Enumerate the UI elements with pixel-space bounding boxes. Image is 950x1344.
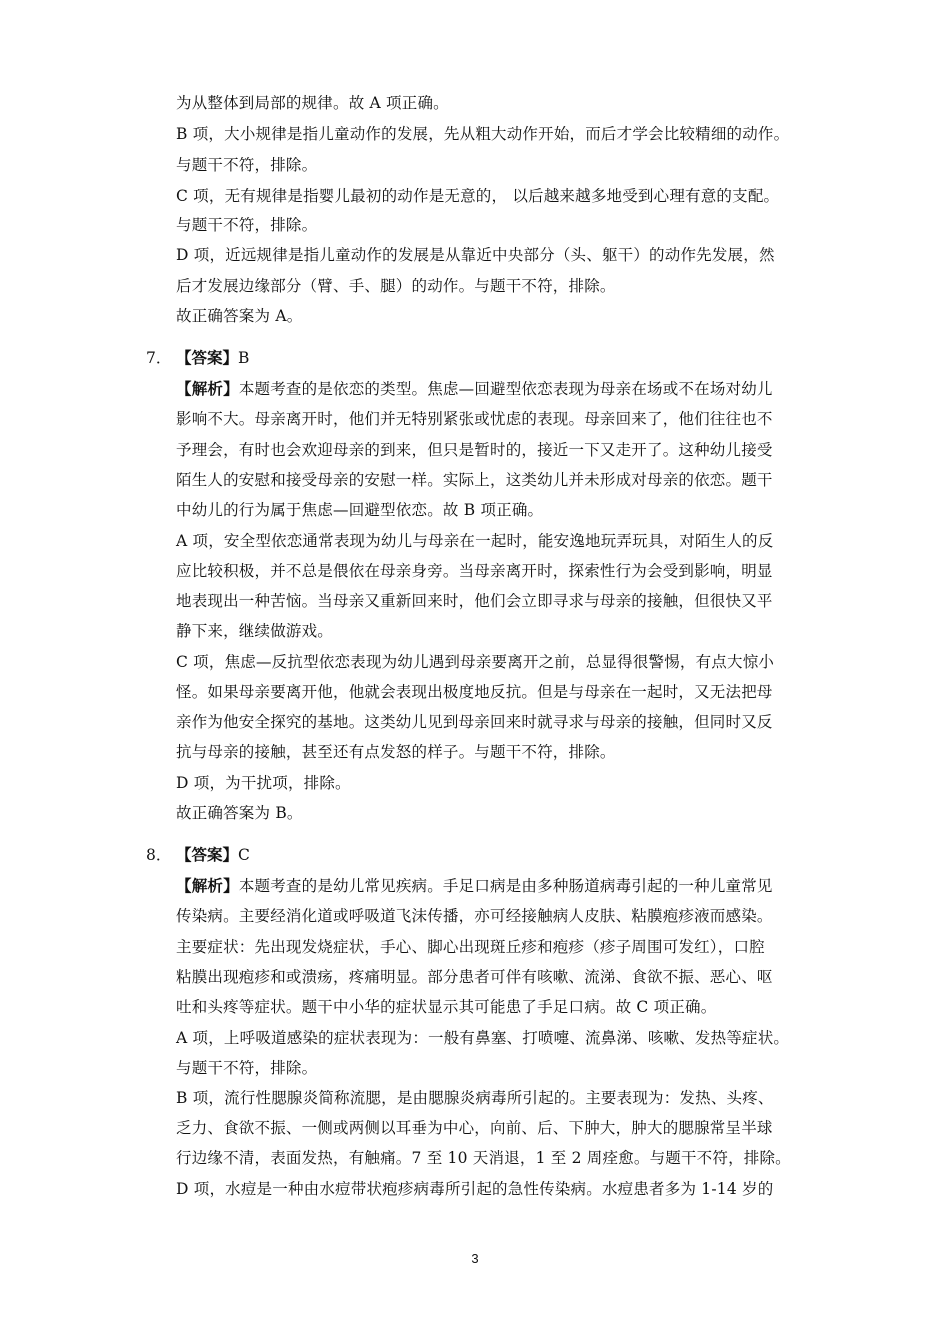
question-number: 7． — [146, 349, 172, 367]
text-line: 亲作为他安全探究的基地。这类幼儿见到母亲回来时就寻求与母亲的接触，但同时又反 — [176, 713, 773, 731]
answer-value: B — [238, 349, 250, 367]
text-line: 予理会，有时也会欢迎母亲的到来，但只是暂时的，接近一下又走开了。这种幼儿接受 — [176, 441, 773, 459]
text-line: 粘膜出现疱疹和或溃疡，疼痛明显。部分患者可伴有咳嗽、流涕、食欲不振、恶心、呕 — [176, 968, 773, 986]
text-line: D 项，水痘是一种由水痘带状疱疹病毒所引起的急性传染病。水痘患者多为 1-14 岁的 — [176, 1180, 774, 1198]
analysis-line — [176, 379, 816, 399]
answer-label: 【答案】 — [176, 348, 239, 367]
analysis-line — [176, 876, 816, 896]
text-line: 主要症状：先出现发烧症状，手心、脚心出现斑丘疹和疱疹（疹子周围可发红），口腔 — [176, 938, 765, 956]
answer-label: 【答案】 — [176, 845, 239, 864]
text-line: 与题干不符，排除。 — [176, 1059, 318, 1077]
answer-line — [176, 348, 249, 368]
text-line: 中幼儿的行为属于焦虑—回避型依恋。故 B 项正确。 — [176, 501, 544, 519]
question-number: 8． — [146, 846, 172, 864]
text-line: 乏力、食欲不振、一侧或两侧以耳垂为中心，向前、后、下肿大，肿大的腮腺常呈半球 — [176, 1119, 773, 1137]
analysis-label: 【解析】 — [176, 379, 239, 398]
text-line: 与题干不符，排除。 — [176, 216, 318, 234]
page-number: 3 — [471, 1251, 479, 1266]
text-line: B 项，大小规律是指儿童动作的发展，先从粗大动作开始，而后才学会比较精细的动作。 — [176, 125, 790, 143]
text-line: 故正确答案为 B。 — [176, 804, 303, 822]
text-line: B 项，流行性腮腺炎简称流腮，是由腮腺炎病毒所引起的。主要表现为：发热、头疼、 — [176, 1089, 774, 1107]
analysis-text: 本题考查的是依恋的类型。焦虑—回避型依恋表现为母亲在场或不在场对幼儿 — [238, 380, 773, 398]
text-line: 地表现出一种苦恼。当母亲又重新回来时，他们会立即寻求与母亲的接触，但很快又平 — [176, 592, 773, 610]
analysis-text: 本题考查的是幼儿常见疾病。手足口病是由多种肠道病毒引起的一种儿童常见 — [238, 877, 773, 895]
text-line: A 项，上呼吸道感染的症状表现为：一般有鼻塞、打喷嚏、流鼻涕、咳嗽、发热等症状。 — [176, 1029, 790, 1047]
text-line: 后才发展边缘部分（臂、手、腿）的动作。与题干不符，排除。 — [176, 277, 616, 295]
text-line: 与题干不符，排除。 — [176, 156, 318, 174]
text-line: 行边缘不清，表面发热，有触痛。7 至 10 天消退，1 至 2 周痊愈。与题干不符，排除。 — [176, 1149, 791, 1167]
text-line: 为从整体到局部的规律。故 A 项正确。 — [176, 94, 449, 112]
text-line: 静下来，继续做游戏。 — [176, 622, 334, 640]
analysis-label: 【解析】 — [176, 876, 239, 895]
text-line: 应比较积极，并不总是偎依在母亲身旁。当母亲离开时，探索性行为会受到影响，明显 — [176, 562, 773, 580]
text-line: 影响不大。母亲离开时，他们并无特别紧张或忧虑的表现。母亲回来了，他们往往也不 — [176, 410, 773, 428]
text-line: D 项，为干扰项，排除。 — [176, 774, 351, 792]
text-line: 抗与母亲的接触，甚至还有点发怒的样子。与题干不符，排除。 — [176, 743, 616, 761]
text-line: C 项，无有规律是指婴儿最初的动作是无意的， 以后越来越多地受到心理有意的支配。 — [176, 187, 780, 205]
answer-value: C — [238, 846, 250, 864]
text-line: 传染病。主要经消化道或呼吸道飞沫传播，亦可经接触病人皮肤、粘膜疱疹液而感染。 — [176, 907, 773, 925]
text-line: 怪。如果母亲要离开他，他就会表现出极度地反抗。但是与母亲在一起时，又无法把母 — [176, 683, 773, 701]
text-line: D 项，近远规律是指儿童动作的发展是从靠近中央部分（头、躯干）的动作先发展，然 — [176, 246, 775, 264]
text-line: 吐和头疼等症状。题干中小华的症状显示其可能患了手足口病。故 C 项正确。 — [176, 998, 717, 1016]
text-line: C 项，焦虑—反抗型依恋表现为幼儿遇到母亲要离开之前，总显得很警惕，有点大惊小 — [176, 653, 775, 671]
answer-line — [176, 845, 250, 865]
text-line: 故正确答案为 A。 — [176, 307, 303, 325]
text-line: A 项，安全型依恋通常表现为幼儿与母亲在一起时，能安逸地玩弄玩具，对陌生人的反 — [176, 532, 774, 550]
text-line: 陌生人的安慰和接受母亲的安慰一样。实际上，这类幼儿并未形成对母亲的依恋。题干 — [176, 471, 773, 489]
